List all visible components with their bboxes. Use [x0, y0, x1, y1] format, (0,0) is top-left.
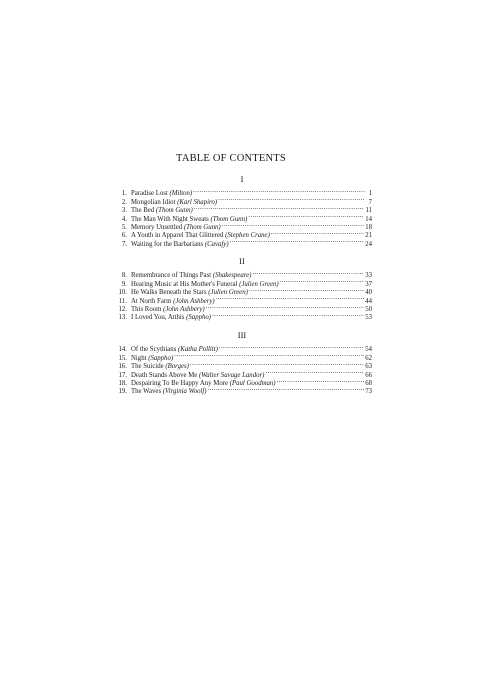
entry-number: 2.	[121, 198, 127, 206]
entry-number: 1.	[121, 190, 127, 198]
entry-author: (Thom Gunn)	[155, 207, 193, 215]
entry-title: He Walks Beneath the Stars	[131, 289, 209, 297]
entry-list	[112, 269, 372, 322]
entry-label	[131, 298, 215, 306]
entry-number: 9.	[121, 280, 127, 288]
entry-page-number: 21	[365, 232, 372, 240]
entry-page-number: 68	[365, 379, 372, 387]
section-3	[112, 330, 372, 396]
entry-author: (Virginia Woolf)	[162, 388, 207, 396]
entry-label	[131, 190, 192, 198]
entry-label	[131, 241, 229, 249]
section-numeral: I	[240, 174, 244, 184]
entry-author: (Cavafy)	[204, 240, 229, 248]
entry-page-number: 66	[365, 371, 372, 379]
entry-title: At North Farm	[131, 297, 174, 305]
entry-title: Despairing To Be Happy Any More	[131, 379, 230, 387]
entry-author: (Milton)	[169, 190, 193, 198]
entry-author: (Karl Shapiro)	[177, 198, 218, 206]
entry-author: (Katha Pollitt)	[178, 346, 218, 354]
entry-page-number: 18	[365, 223, 372, 231]
section-numeral: III	[237, 330, 247, 340]
entry-title: The Suicide	[131, 363, 166, 371]
entry-page-number: 62	[365, 354, 372, 362]
entry-number: 12.	[118, 305, 127, 313]
dot-leader	[277, 377, 365, 385]
entry-label	[131, 388, 207, 396]
entry-title: Hearing Music at His Mother's Funeral	[131, 280, 240, 288]
dot-leader	[271, 229, 364, 237]
dot-leader	[190, 360, 364, 368]
entry-author: (Borges)	[165, 363, 189, 371]
entry-label	[131, 314, 211, 322]
entry-number: 3.	[121, 207, 127, 215]
dot-leader	[249, 286, 364, 294]
dot-leader	[265, 368, 364, 376]
entry-author: (John Ashbery)	[173, 297, 215, 305]
entry-number: 8.	[121, 272, 127, 280]
entry-author: (Stephen Crane)	[225, 232, 270, 240]
dot-leader	[174, 351, 364, 359]
dot-leader	[222, 221, 365, 229]
entry-title: Remembrance of Things Past	[131, 272, 213, 280]
entry-list	[112, 187, 372, 246]
entry-page-number: 50	[365, 305, 372, 313]
dot-leader	[193, 187, 365, 195]
dot-leader	[206, 303, 365, 311]
entry-page-number: 53	[365, 314, 372, 322]
dot-leader	[208, 385, 365, 393]
entry-number: 7.	[121, 240, 127, 248]
entry-page-number: 14	[365, 215, 372, 223]
entry-page-number: 44	[365, 297, 372, 305]
entry-number: 15.	[118, 354, 127, 362]
entry-author: (Shakespeare)	[212, 272, 252, 280]
entry-author: (Sappho)	[186, 314, 212, 322]
entry-page-number: 7	[368, 198, 372, 206]
dot-leader	[252, 269, 364, 277]
entry-page-number: 37	[365, 280, 372, 288]
entry-number: 19.	[118, 388, 127, 396]
dot-leader	[219, 343, 364, 351]
entry-number: 10.	[118, 289, 127, 297]
entry-title: This Room	[131, 305, 164, 313]
dot-leader	[194, 204, 365, 212]
entry-author: (Julien Green)	[239, 280, 279, 288]
dot-leader	[218, 195, 365, 203]
entry-title: The Bed	[131, 207, 156, 215]
page-title: TABLE OF CONTENTS	[176, 153, 286, 164]
entry-author: (Paul Goodman)	[229, 379, 276, 387]
entry-page-number: 40	[365, 289, 372, 297]
entry-title: Waiting for the Barbarians	[131, 240, 205, 248]
entry-title: Death Stands Above Me	[131, 371, 199, 379]
toc-entry	[112, 187, 372, 198]
section-2	[112, 256, 372, 322]
entry-page-number: 54	[365, 346, 372, 354]
entry-title: Mongolian Idiot	[131, 198, 178, 206]
dot-leader	[280, 277, 365, 285]
entry-page-number: 63	[365, 363, 372, 371]
toc-entry	[112, 269, 372, 280]
entry-label	[131, 372, 264, 380]
entry-title: I Loved You, Atthis	[131, 314, 187, 322]
entry-label	[131, 224, 221, 232]
dot-leader	[212, 311, 364, 319]
dot-leader	[230, 237, 365, 245]
entry-author: (Walter Savage Landor)	[198, 371, 265, 379]
entry-page-number: 33	[365, 272, 372, 280]
entry-page-number: 24	[365, 240, 372, 248]
section-1	[112, 174, 372, 246]
entry-label	[131, 306, 205, 314]
entry-title: Night	[131, 354, 149, 362]
entry-label	[131, 363, 189, 371]
entry-author: (Sappho)	[148, 354, 174, 362]
dot-leader	[248, 212, 364, 220]
entry-number: 6.	[121, 232, 127, 240]
entry-title: The Man With Night Sweats	[131, 215, 211, 223]
entry-list	[112, 343, 372, 396]
entry-number: 5.	[121, 223, 127, 231]
entry-label	[131, 355, 173, 363]
entry-author: (Thom Gunn)	[183, 223, 221, 231]
dot-leader	[216, 294, 365, 302]
entry-number: 13.	[118, 314, 127, 322]
entry-number: 11.	[118, 297, 127, 305]
entry-label	[131, 272, 251, 280]
entry-page-number: 73	[365, 388, 372, 396]
entry-page-number: 1	[368, 190, 372, 198]
entry-number: 18.	[118, 379, 127, 387]
entry-title: Paradise Lost	[131, 190, 170, 198]
entry-title: The Waves	[131, 388, 163, 396]
entry-author: (John Ashbery)	[163, 305, 205, 313]
entry-title: A Youth in Apparel That Glittered	[131, 232, 226, 240]
toc-entry	[112, 343, 372, 354]
entry-number: 14.	[118, 346, 127, 354]
entry-number: 17.	[118, 371, 127, 379]
entry-author: (Thom Gunn)	[210, 215, 248, 223]
section-numeral: II	[239, 256, 245, 266]
entry-number: 4.	[121, 215, 127, 223]
entry-page-number: 11	[365, 207, 372, 215]
entry-author: (Julien Green)	[208, 289, 248, 297]
entry-label	[131, 207, 193, 215]
entry-number: 16.	[118, 363, 127, 371]
entry-title: Of the Scythians	[131, 346, 179, 354]
entry-title: Memory Unsettled	[131, 223, 184, 231]
